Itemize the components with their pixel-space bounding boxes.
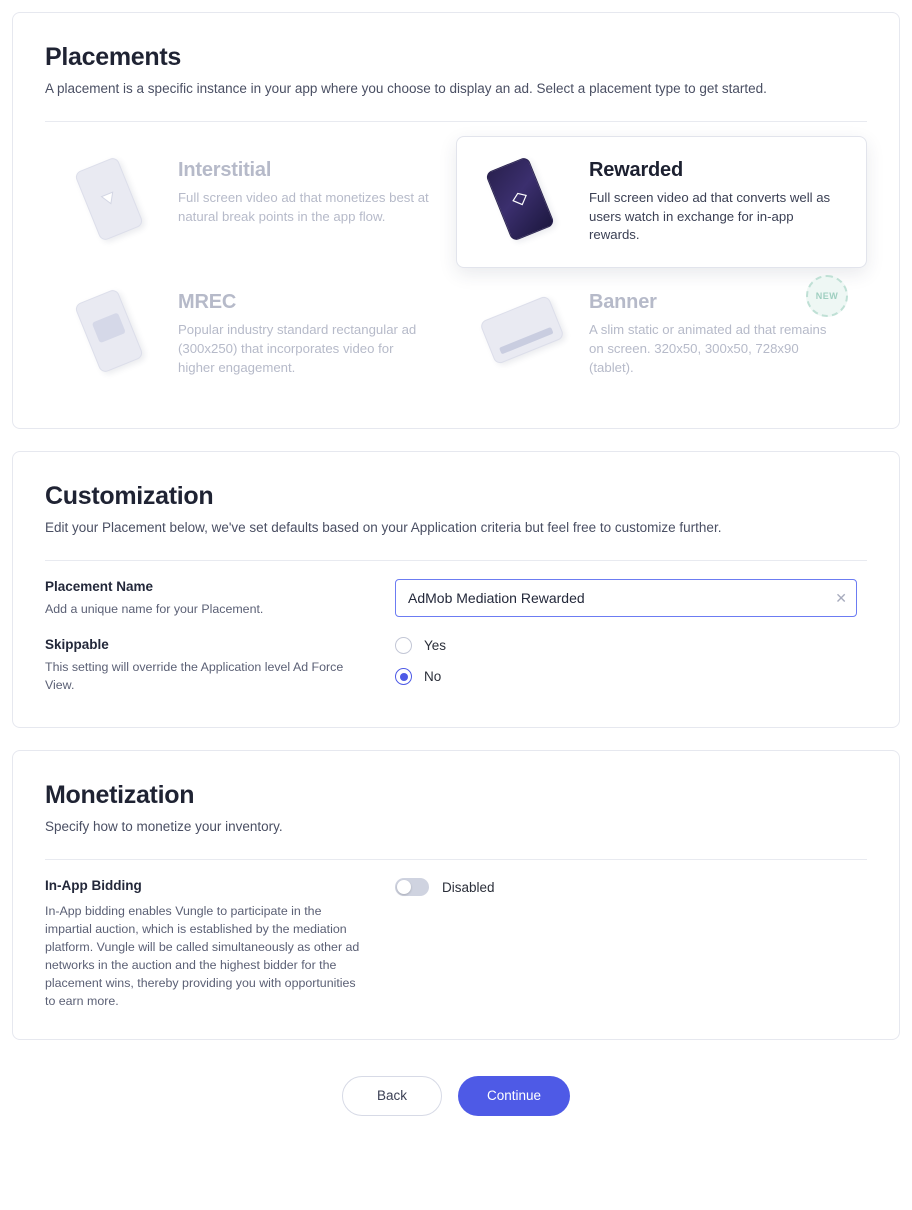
customization-subtitle: Edit your Placement below, we've set defaults based on your Application criteria but feel free to customize further. [45,520,722,536]
placements-subtitle: A placement is a specific instance in your app where you choose to display an ad. Select a placement type to get started. [45,81,767,96]
placement-option-description: Full screen video ad that monetizes best at natural break points in the app flow. [178,189,429,224]
banner-thumbnail [475,291,575,373]
new-badge: NEW [806,275,848,317]
continue-button[interactable]: Continue [458,1076,570,1116]
skippable-row [45,637,867,699]
diamond-glyph-icon [510,189,530,208]
placement-type-grid [45,136,867,400]
placement-option-banner[interactable] [456,268,867,400]
monetization-card [12,750,900,1040]
placement-option-interstitial[interactable] [45,136,456,268]
placement-option-title: Interstitial [178,158,272,181]
placements-title: Placements [45,43,181,71]
placement-option-description: Full screen video ad that converts well as users watch in exchange for in-app rewards. [589,189,831,243]
customization-card [12,451,900,728]
placement-name-field-group [395,579,867,617]
mrec-thumbnail [64,291,164,373]
back-button[interactable]: Back [342,1076,442,1116]
placement-option-title: Rewarded [589,158,683,181]
placement-name-input-wrap [395,579,857,617]
divider [45,859,867,860]
interstitial-thumbnail [64,159,164,241]
placement-name-input[interactable] [395,579,857,617]
mrec-rect-icon [92,312,126,343]
placement-option-description: Popular industry standard rectangular ad (300x250) that incorporates video for higher engagement. [178,322,417,375]
placement-option-title: Banner [589,291,657,314]
phone-icon [485,156,555,242]
toggle-switch[interactable] [395,878,429,896]
placement-option-mrec[interactable] [45,268,456,400]
skippable-radio-group [395,637,867,699]
skippable-option-label: Yes [424,638,447,654]
toggle-state-label: Disabled [442,879,495,895]
monetization-title: Monetization [45,781,195,810]
placement-name-hint: Add a unique name for your Placement. [45,602,264,617]
toggle-knob [397,880,411,894]
phone-icon [74,288,144,374]
skippable-label-group [45,637,395,695]
placement-option-title: MREC [178,291,237,314]
placement-name-label-group [45,579,395,619]
rewarded-thumbnail [475,159,575,241]
play-glyph-icon [99,189,119,208]
placement-option-description: A slim static or animated ad that remains on screen. 320x50, 300x50, 728x90 (tablet). [589,322,827,375]
skippable-hint: This setting will override the Application level Ad Force View. [45,660,344,693]
skippable-label: Skippable [45,637,109,653]
radio-icon-checked[interactable] [395,668,412,685]
tablet-icon [479,295,565,365]
radio-icon-unchecked[interactable] [395,637,412,654]
placement-name-label: Placement Name [45,579,154,595]
placements-card [12,12,900,429]
skippable-option-no[interactable] [395,668,867,685]
skippable-option-label: No [424,669,442,685]
in-app-bidding-field-group [395,878,867,896]
in-app-bidding-row [45,878,867,1011]
placement-option-rewarded[interactable] [456,136,867,268]
wizard-footer [12,1062,900,1142]
skippable-option-yes[interactable] [395,637,867,654]
in-app-bidding-label: In-App Bidding [45,878,142,894]
customization-title: Customization [45,482,214,511]
in-app-bidding-toggle-row[interactable] [395,878,867,896]
monetization-subtitle: Specify how to monetize your inventory. [45,819,283,835]
placement-name-row [45,579,867,619]
divider [45,121,867,122]
in-app-bidding-hint: In-App bidding enables Vungle to participate in the impartial auction, which is established by the mediation platform. Vungle will be called simultaneously as other ad networks in the auction and the highest bidder for the placement wins, thereby providing you with opportunities to earn more. [45,904,360,1008]
divider [45,560,867,561]
in-app-bidding-label-group [45,878,395,1011]
close-icon[interactable]: ✕ [835,590,847,607]
banner-bar-icon [499,327,554,354]
phone-icon [74,156,144,242]
